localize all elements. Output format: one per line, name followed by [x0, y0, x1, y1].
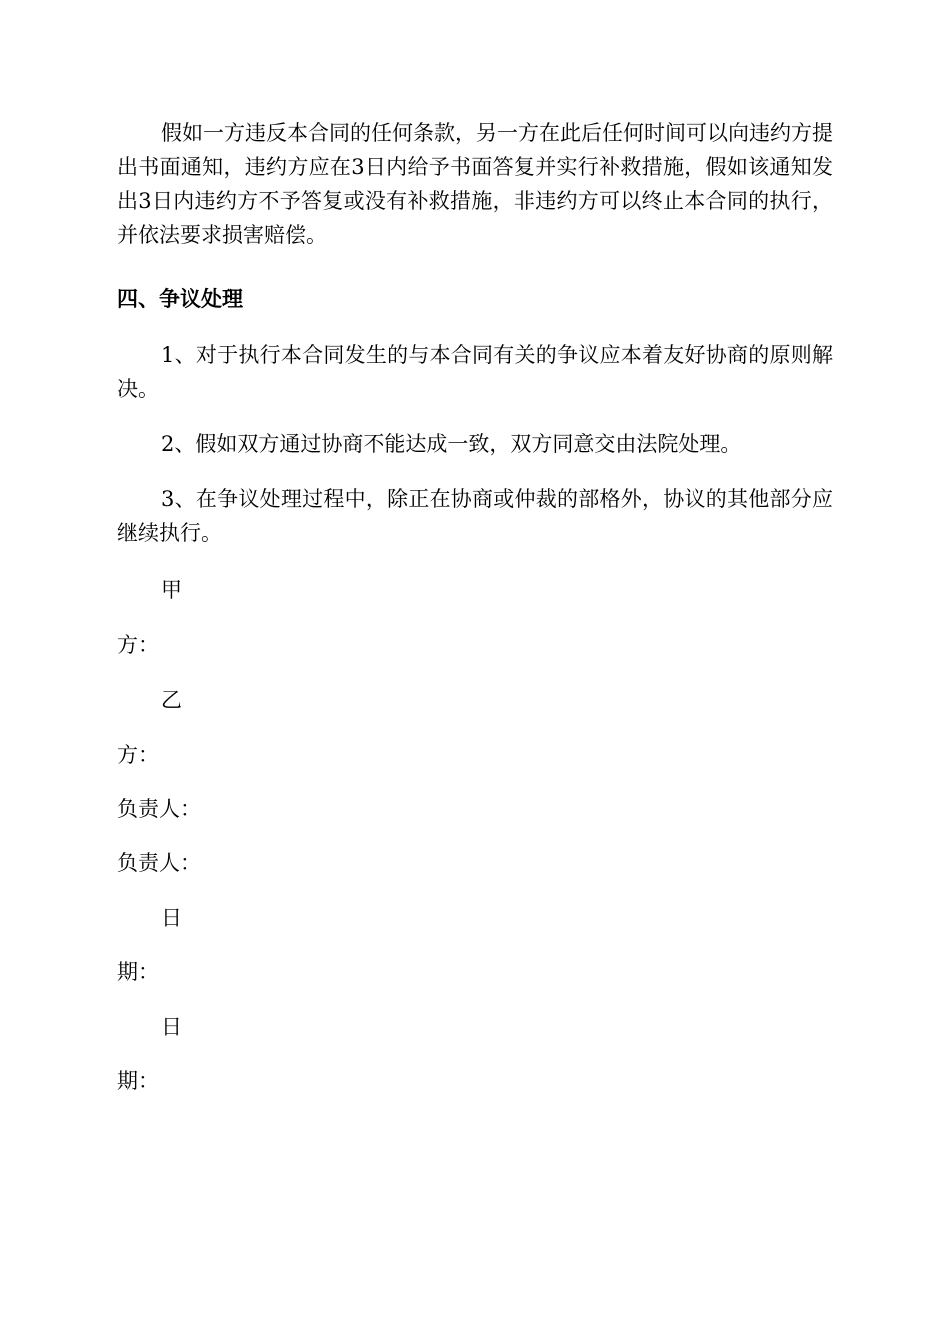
section-heading-dispute: 四、争议处理 [117, 287, 243, 311]
party-a-label-first: 甲 [161, 578, 182, 602]
paragraph-item-2: 2、假如双方通过协商不能达成一致，双方同意交由法院处理。 [161, 432, 742, 456]
date-a-label-rest: 期： [117, 960, 159, 984]
date-b-label-first: 日 [161, 1015, 182, 1039]
date-a-label-first: 日 [161, 906, 182, 930]
paragraph-item-1: 1、对于执行本合同发生的与本合同有关的争议应本着友好协商的原则解决。 [117, 343, 833, 401]
paragraph-breach-clause: 假如一方违反本合同的任何条款，另一方在此后任何时间可以向违约方提出书面通知，违约方应在3日内给予书面答复并实行补救措施，假如该通知发出3日内违约方不予答复或没有补救措施，非违约方可以终止本合同的执行，并依法要求损害赔偿。 [117, 121, 833, 247]
responsible-person-b-label: 负责人： [117, 851, 201, 875]
paragraph-item-3: 3、在争议处理过程中，除正在协商或仲裁的部格外，协议的其他部分应继续执行。 [117, 487, 833, 545]
party-b-label-first: 乙 [161, 688, 182, 712]
party-a-label-rest: 方： [117, 633, 159, 657]
responsible-person-a-label: 负责人： [117, 797, 201, 821]
date-b-label-rest: 期： [117, 1069, 159, 1093]
party-b-label-rest: 方： [117, 743, 159, 767]
